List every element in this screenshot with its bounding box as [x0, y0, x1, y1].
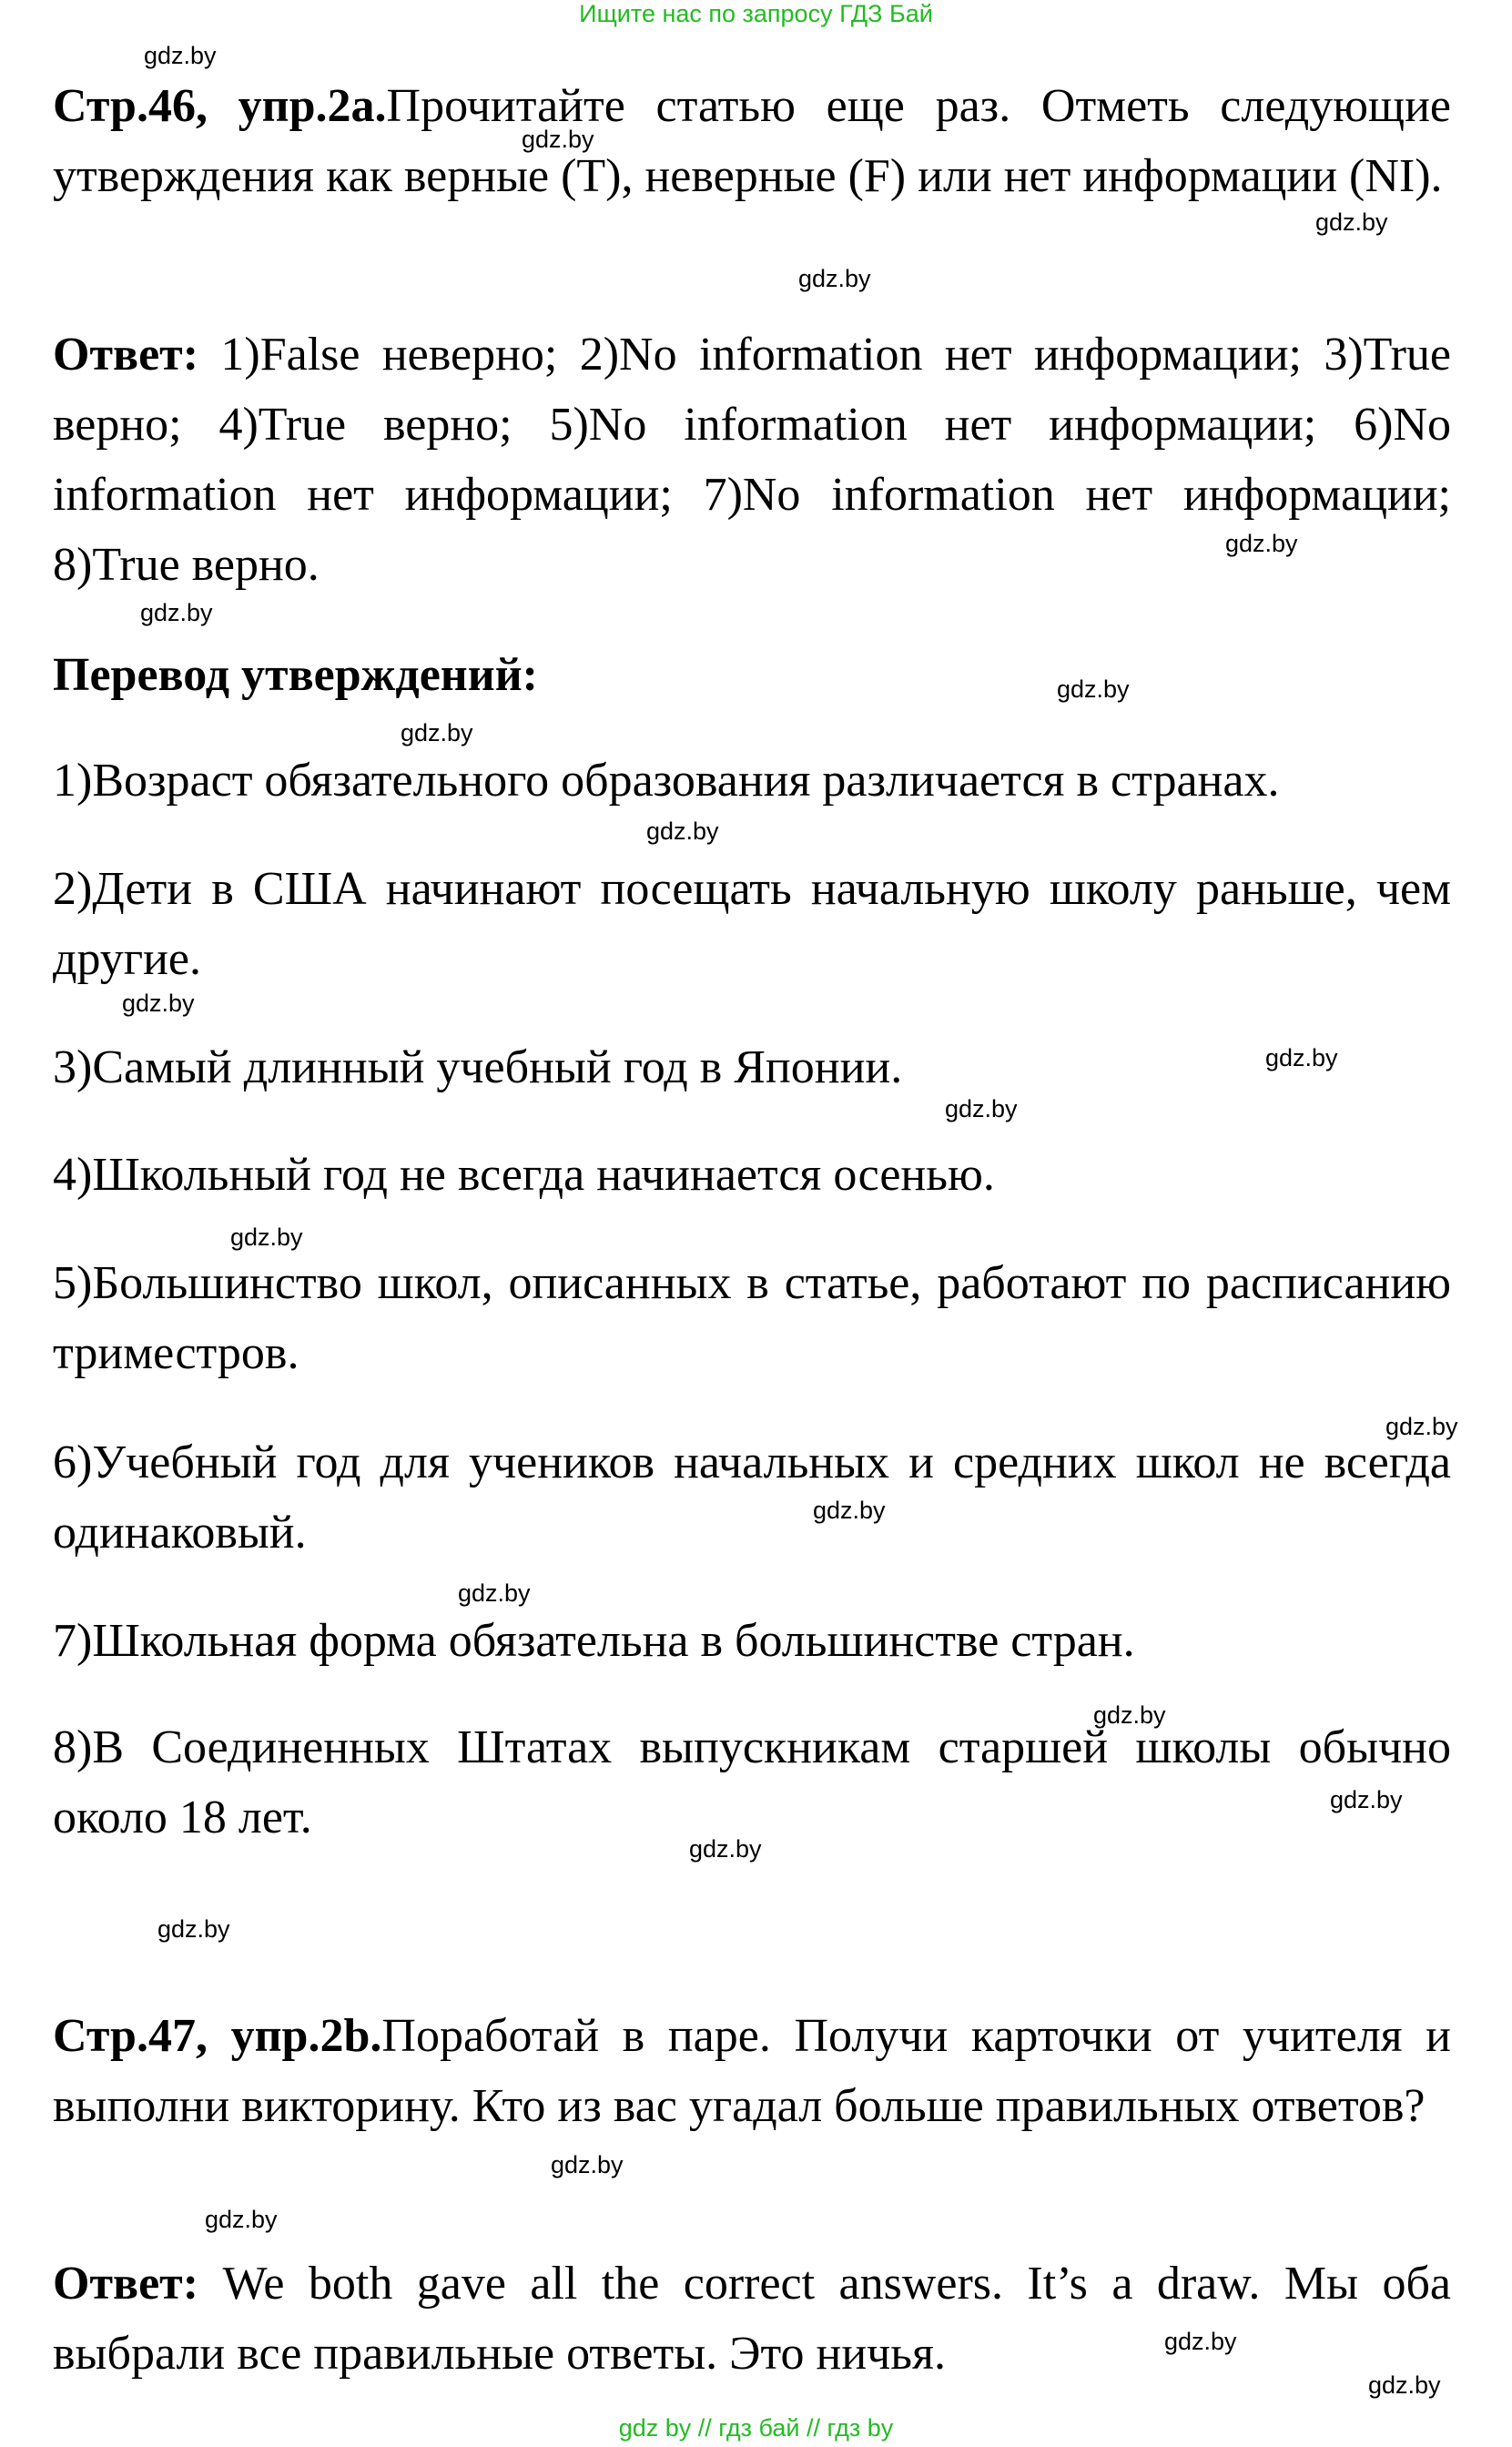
watermark: gdz.by	[144, 42, 217, 69]
watermark: gdz.by	[813, 1497, 886, 1524]
watermark: gdz.by	[551, 2151, 624, 2178]
header-banner[interactable]: Ищите нас по запросу ГДЗ Бай	[579, 0, 933, 27]
watermark: gdz.by	[140, 599, 213, 626]
watermark: gdz.by	[401, 719, 473, 746]
watermark: gdz.by	[1225, 530, 1298, 557]
answer-2-text: We both gave all the correct answers. It’s a draw. Мы оба выбрали все правильные ответы. Это ничья.	[53, 2258, 1451, 2380]
watermark: gdz.by	[945, 1095, 1018, 1122]
exercise-2b-ref: Стр.47, упр.2b.	[53, 2010, 382, 2062]
translation-heading: Перевод утверждений:	[53, 649, 538, 701]
watermark: gdz.by	[230, 1224, 303, 1251]
exercise-2b	[53, 2001, 1451, 2141]
translation-item-7: 7)Школьная форма обязательна в большинстве стран.	[53, 1615, 1135, 1667]
exercise-2a-text: Прочитайте статью еще раз. Отметь следующие утверждения как верные (T), неверные (F) или нет информации (NI).	[53, 80, 1451, 202]
answer-1-label: Ответ:	[53, 329, 199, 381]
watermark: gdz.by	[1057, 675, 1130, 703]
translation-item-2: 2)Дети в США начинают посещать начальную школу раньше, чем другие.	[53, 863, 1451, 985]
watermark: gdz.by	[1315, 208, 1388, 236]
watermark: gdz.by	[1330, 1786, 1403, 1813]
translation-item-4: 4)Школьный год не всегда начинается осенью.	[53, 1149, 995, 1201]
watermark: gdz.by	[1368, 2371, 1441, 2399]
answer-2-label: Ответ:	[53, 2258, 199, 2310]
answer-1-text: 1)False неверно; 2)No information нет информации; 3)True верно; 4)True верно; 5)No information нет информации; 6)No information нет информации; 7)No information нет информации; 8)True верно.	[53, 329, 1451, 591]
translation-item-6: 6)Учебный год для учеников начальных и средних школ не всегда одинаковый.	[53, 1437, 1451, 1559]
watermark: gdz.by	[1385, 1413, 1458, 1440]
watermark: gdz.by	[205, 2206, 278, 2233]
watermark: gdz.by	[646, 817, 719, 845]
answer-2	[53, 2249, 1451, 2389]
exercise-2b-text: Поработай в паре. Получи карточки от учителя и выполни викторину. Кто из вас угадал больше правильных ответов?	[53, 2010, 1452, 2132]
watermark: gdz.by	[458, 1579, 531, 1607]
footer-banner[interactable]: gdz by // гдз бай // гдз by	[618, 2414, 894, 2442]
watermark: gdz.by	[157, 1915, 230, 1943]
watermark: gdz.by	[798, 265, 871, 292]
watermark: gdz.by	[122, 990, 195, 1017]
watermark: gdz.by	[1093, 1701, 1166, 1729]
watermark: gdz.by	[689, 1835, 762, 1863]
translation-item-8: 8)В Соединенных Штатах выпускникам старшей школы обычно около 18 лет.	[53, 1721, 1451, 1843]
watermark: gdz.by	[1265, 1044, 1338, 1071]
watermark: gdz.by	[1164, 2328, 1237, 2355]
translation-item-3: 3)Самый длинный учебный год в Японии.	[53, 1041, 903, 1093]
translation-item-1: 1)Возраст обязательного образования различается в странах.	[53, 755, 1280, 807]
exercise-2a-ref: Стр.46, упр.2а.	[53, 80, 387, 132]
answer-1	[53, 320, 1451, 600]
exercise-2a	[53, 71, 1451, 211]
watermark: gdz.by	[522, 126, 594, 153]
translation-item-5: 5)Большинство школ, описанных в статье, работают по расписанию триместров.	[53, 1257, 1451, 1379]
